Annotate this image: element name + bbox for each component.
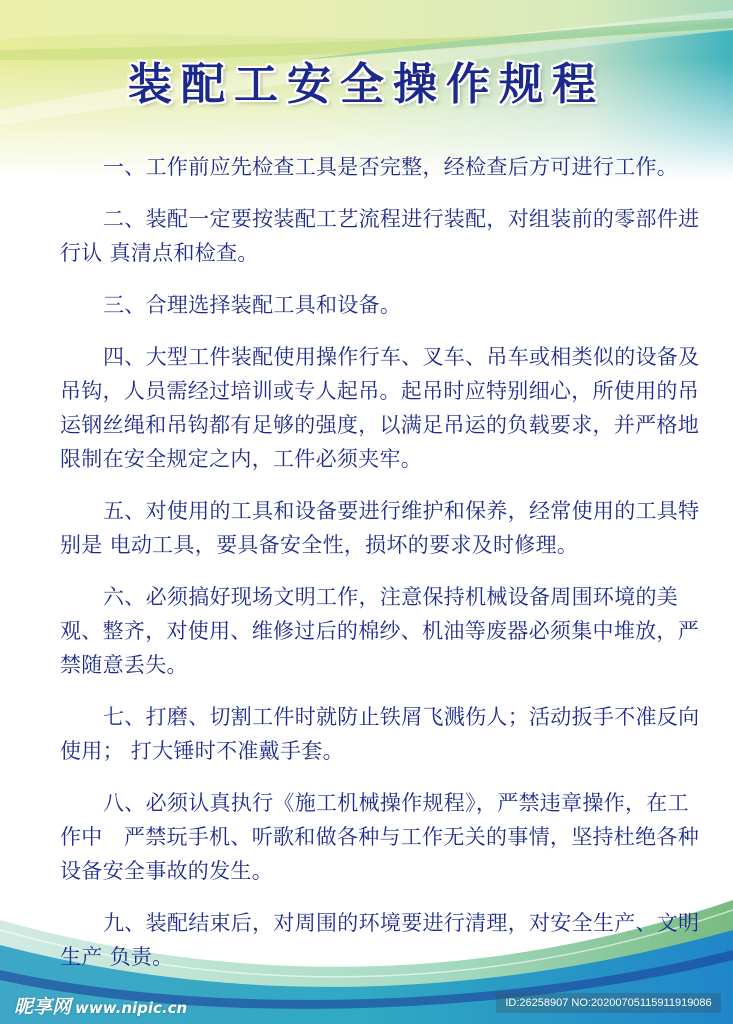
- rule-item-5: 五、对使用的工具和设备要进行维护和保养，经常使用的工具特别是 电动工具，要具备安全性，损坏的要求及时修理。: [60, 499, 700, 557]
- rule-item-7: 七、打磨、切割工件时就防止铁屑飞溅伤人；活动扳手不准反向使用； 打大锤时不准戴手套。: [60, 705, 700, 763]
- rule-item-6: 六、必须搞好现场文明工作，注意保持机械设备周围环境的美观、整齐，对使用、维修过后的棉纱、机油等废器必须集中堆放，严禁随意丢失。: [60, 585, 699, 677]
- page-title: 装配工安全操作规程: [128, 59, 605, 110]
- rules-list: [60, 150, 710, 992]
- logo-url: www.nipic.cn: [75, 999, 188, 1017]
- logo-text: 昵享网: [14, 996, 72, 1018]
- site-logo: [14, 992, 187, 1019]
- rule-item-9: 九、装配结束后，对周围的环境要进行清理，对安全生产、文明生产 负责。: [60, 911, 700, 969]
- rule-item-3: 三、合理选择装配工具和设备。: [103, 293, 402, 317]
- image-id-watermark: ID:26258907 NO:20200705115911919086: [496, 993, 721, 1013]
- rule-item-8: 八、必须认真执行《施工机械操作规程》，严禁违章操作，在工作中 严禁玩手机、听歌和做各种与工作无关的事情，坚持杜绝各种设备安全事故的发生。: [60, 791, 699, 883]
- rule-item-4: 四、大型工件装配使用操作行车、叉车、吊车或相类似的设备及吊钩，人员需经过培训或专人起吊。起吊时应特别细心，所使用的吊运钢丝绳和吊钩都有足够的强度，以满足吊运的负载要求，并严格地限制在安全规定之内，工件必须夹牢。: [60, 345, 700, 471]
- rule-item-1: 一、工作前应先检查工具是否完整，经检查后方可进行工作。: [103, 155, 679, 179]
- rule-item-2: 二、装配一定要按装配工艺流程进行装配，对组装前的零部件进行认 真清点和检查。: [60, 207, 700, 265]
